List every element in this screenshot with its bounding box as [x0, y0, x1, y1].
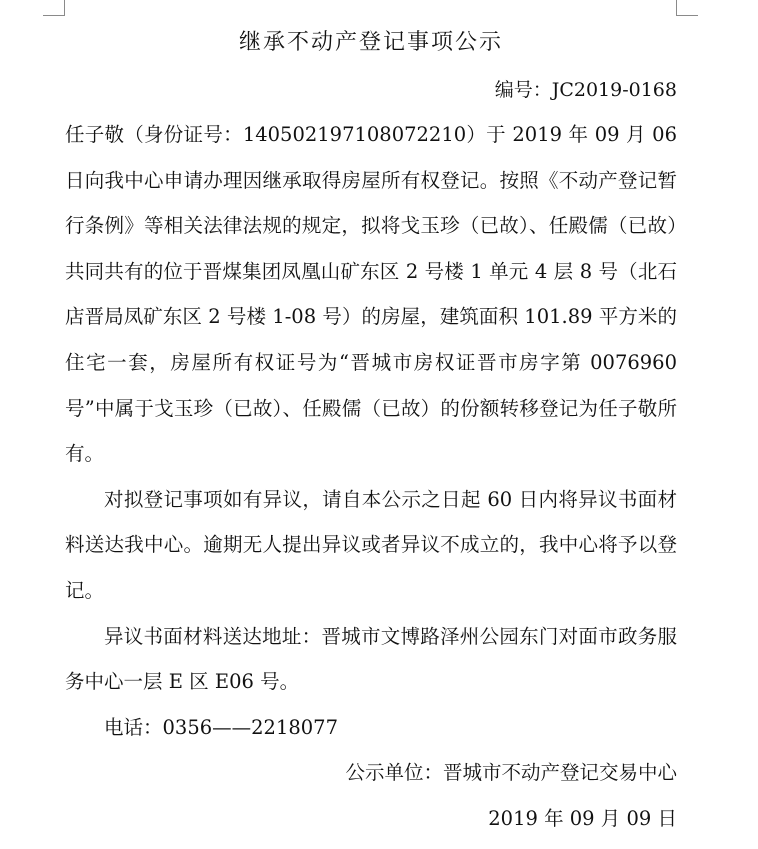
- paragraph-objection-address: 异议书面材料送达地址：晋城市文博路泽州公园东门对面市政务服务中心一层 E 区 E06 号。: [65, 624, 677, 694]
- paragraph-announcement: 任子敬（身份证号：140502197108072210）于 2019 年 09 月 06 日向我中心申请办理因继承取得房屋所有权登记。按照《不动产登记暂行条例》等相关法律法规的规定，拟将戈玉珍（已故）、任殿儒（已故）共同共有的位于晋煤集团凤凰山矿东区 2 号楼 1 单元 4 层 8 号（北石店晋局凤矿东区 2 号楼 1-08 号）的房屋，建筑面积 101.89 平方米的住宅一套，房屋所有权证号为“晋城市房权证晋市房字第 0076960 号”中属于戈玉珍（已故）、任殿儒（已故）的份额转移登记为任子敬所有。: [65, 123, 677, 466]
- publish-date: 2019 年 09 月 09 日: [488, 806, 677, 830]
- paragraph-objection-notice: 对拟登记事项如有异议，请自本公示之日起 60 日内将异议书面材料送达我中心。逾期无人提出异议或者异议不成立的，我中心将予以登记。: [65, 487, 677, 602]
- page-corner-mark-left: [43, 0, 65, 16]
- publisher-line: 公示单位：晋城市不动产登记交易中心: [345, 761, 677, 785]
- contact-phone: 电话：0356——2218077: [104, 715, 338, 739]
- document-title: 继承不动产登记事项公示: [238, 30, 503, 55]
- document-body: [65, 24, 677, 842]
- page-corner-mark-right: [676, 0, 698, 16]
- document-number: 编号：JC2019-0168: [494, 79, 677, 101]
